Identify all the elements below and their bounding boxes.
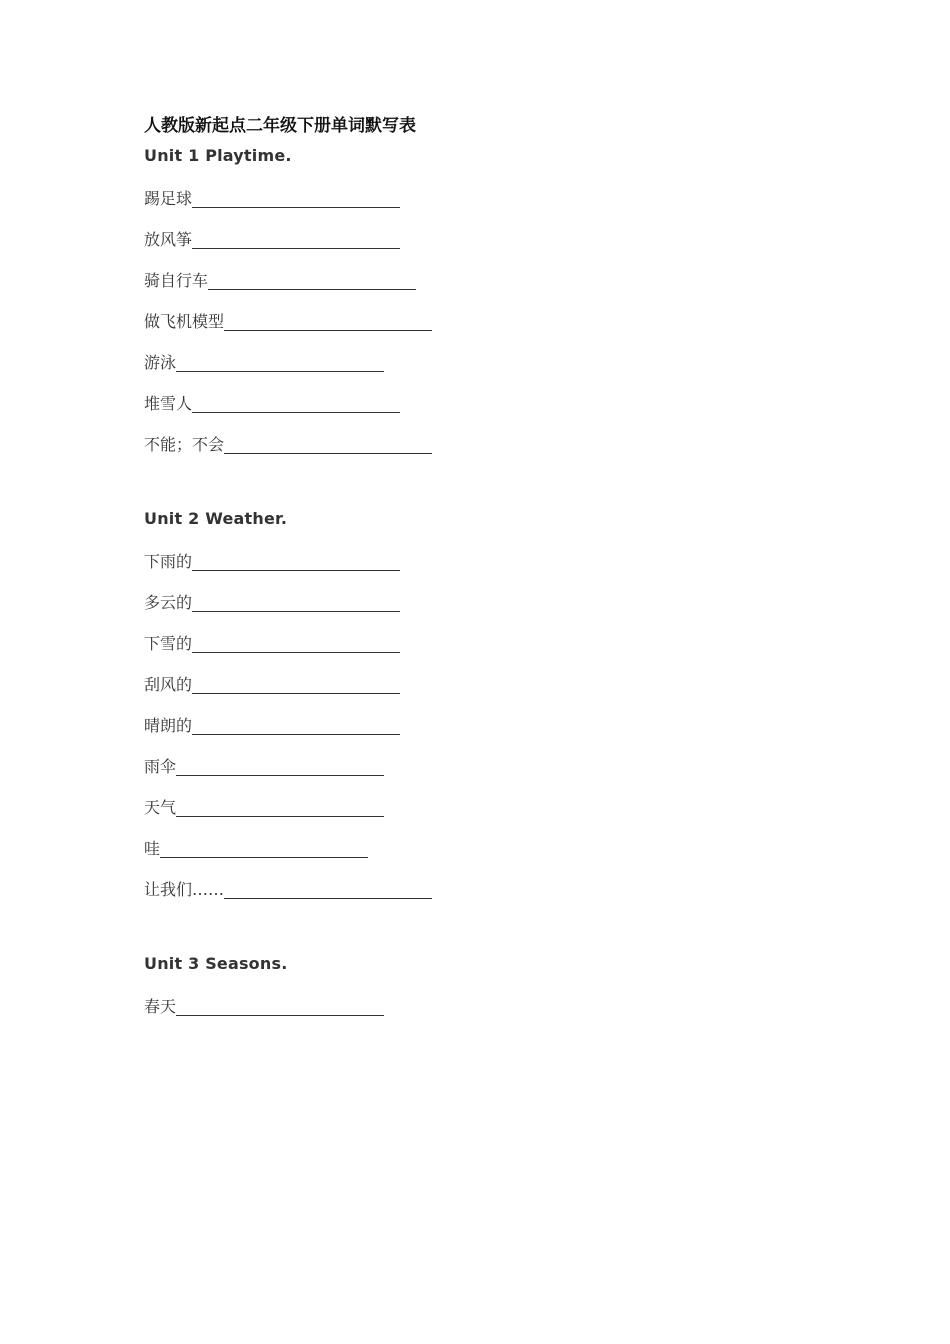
unit-2-heading: Unit 2 Weather. <box>144 509 288 528</box>
worksheet-content <box>144 112 804 1019</box>
answer-blank <box>224 878 432 899</box>
answer-blank <box>192 392 400 413</box>
unit-3-heading: Unit 3 Seasons. <box>144 954 288 973</box>
unit-3-word-list <box>144 978 804 1019</box>
answer-blank <box>192 228 400 249</box>
answer-blank <box>192 187 400 208</box>
list-item <box>144 334 804 375</box>
word-prompt: 雨伞 <box>144 757 177 776</box>
list-item <box>144 211 804 252</box>
list-item <box>144 533 804 574</box>
word-prompt: 刮风的 <box>144 675 193 694</box>
word-prompt: 放风筝 <box>144 230 193 249</box>
list-item <box>144 375 804 416</box>
list-item <box>144 697 804 738</box>
word-prompt: 不能；不会 <box>144 435 225 454</box>
word-prompt: 游泳 <box>144 353 177 372</box>
answer-blank <box>176 995 384 1016</box>
unit-2-section <box>144 505 804 902</box>
list-item <box>144 170 804 211</box>
answer-blank <box>192 591 400 612</box>
list-item <box>144 820 804 861</box>
word-prompt: 下雪的 <box>144 634 193 653</box>
list-item <box>144 656 804 697</box>
unit-2-word-list <box>144 533 804 902</box>
answer-blank <box>192 673 400 694</box>
word-prompt: 堆雪人 <box>144 394 193 413</box>
word-prompt: 春天 <box>144 997 177 1016</box>
word-prompt: 哇 <box>144 839 161 858</box>
word-prompt: 晴朗的 <box>144 716 193 735</box>
document-title: 人教版新起点二年级下册单词默写表 <box>144 116 416 136</box>
answer-blank <box>192 632 400 653</box>
answer-blank <box>208 269 416 290</box>
word-prompt: 做飞机模型 <box>144 312 225 331</box>
answer-blank <box>176 755 384 776</box>
list-item <box>144 779 804 820</box>
unit-1-heading: Unit 1 Playtime. <box>144 146 292 165</box>
list-item <box>144 738 804 779</box>
unit-3-section <box>144 950 804 1019</box>
answer-blank <box>160 837 368 858</box>
unit-1-word-list <box>144 170 804 457</box>
list-item <box>144 978 804 1019</box>
list-item <box>144 293 804 334</box>
unit-1-section <box>144 142 804 457</box>
answer-blank <box>224 310 432 331</box>
word-prompt: 踢足球 <box>144 189 193 208</box>
word-prompt: 天气 <box>144 798 177 817</box>
word-prompt: 下雨的 <box>144 552 193 571</box>
list-item <box>144 574 804 615</box>
answer-blank <box>224 433 432 454</box>
word-prompt: 让我们…… <box>144 880 225 899</box>
answer-blank <box>176 351 384 372</box>
answer-blank <box>192 714 400 735</box>
list-item <box>144 252 804 293</box>
word-prompt: 骑自行车 <box>144 271 209 290</box>
list-item <box>144 416 804 457</box>
list-item <box>144 615 804 656</box>
answer-blank <box>176 796 384 817</box>
word-prompt: 多云的 <box>144 593 193 612</box>
answer-blank <box>192 550 400 571</box>
list-item <box>144 861 804 902</box>
